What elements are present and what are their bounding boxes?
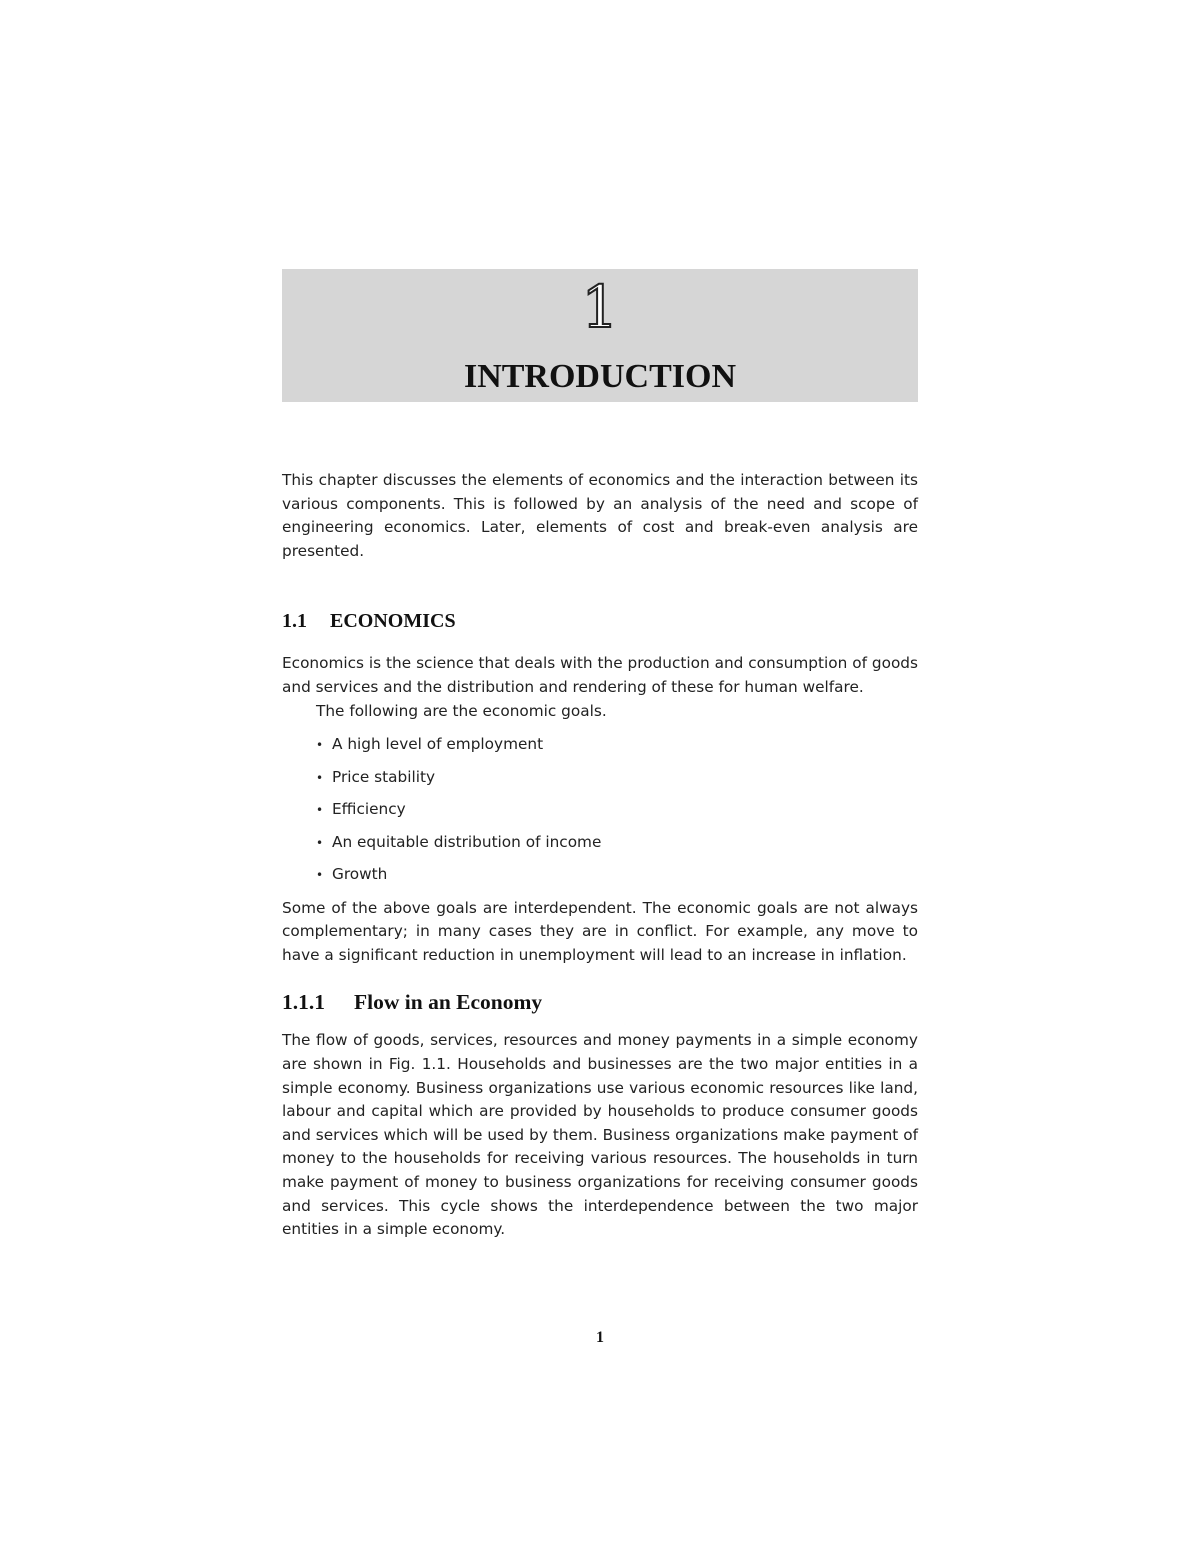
goals-conflict-paragraph: Some of the above goals are interdependent. The economic goals are not always complementary; in many cases they are in conflict. For example, any move to have a significant reduction in unemployment will lead to an increase in inflation. [282, 898, 918, 964]
intro-paragraph: This chapter discusses the elements of economics and the interaction between its various components. This is followed by an analysis of the need and scope of engineering economics. Later, elements of cost and break-even analysis are presented. [282, 471, 918, 560]
chapter-title: INTRODUCTION [463, 358, 737, 395]
chapter-number: 1 [581, 273, 619, 341]
economic-goals-list [282, 734, 918, 885]
page-content [282, 269, 918, 1242]
list-item [316, 734, 918, 755]
bullet-icon: • [316, 835, 324, 850]
economics-definition-paragraph: Economics is the science that deals with the production and consumption of goods and services and the distribution and rendering of these for human welfare. [282, 654, 918, 696]
list-item [316, 799, 918, 820]
section-title: ECONOMICS [330, 610, 456, 633]
list-item [316, 767, 918, 788]
chapter-banner [282, 269, 918, 402]
section-number: 1.1 [282, 610, 307, 633]
flow-paragraph: The flow of goods, services, resources and money payments in a simple economy are shown in Fig. 1.1. Households and businesses are the two major entities in a simple economy. Business organizations use various economic resources like land, labour and capital which are provided by households to produce consumer goods and services which will be used by them. Business organizations make payment of money to the households for receiving various resources. The households in turn make payment of money to business organizations for receiving consumer goods and services. This cycle shows the interdependence between the two major entities in a simple economy. [282, 1031, 918, 1239]
bullet-icon: • [316, 738, 324, 753]
goals-intro-paragraph: The following are the economic goals. [316, 701, 607, 720]
subsection-number: 1.1.1 [282, 990, 325, 1015]
bullet-icon: • [316, 803, 324, 818]
list-item-text: Growth [332, 865, 388, 884]
list-item-text: An equitable distribution of income [332, 832, 602, 851]
list-item [316, 832, 918, 853]
subsection-heading [282, 989, 918, 1015]
bullet-icon: • [316, 770, 324, 785]
page-number: 1 [596, 1329, 604, 1346]
subsection-title: Flow in an Economy [354, 990, 543, 1015]
list-item-text: Efficiency [332, 800, 406, 819]
list-item-text: Price stability [332, 767, 436, 786]
section-heading [282, 609, 918, 633]
list-item [316, 864, 918, 885]
bullet-icon: • [316, 868, 324, 883]
list-item-text: A high level of employment [332, 735, 544, 754]
